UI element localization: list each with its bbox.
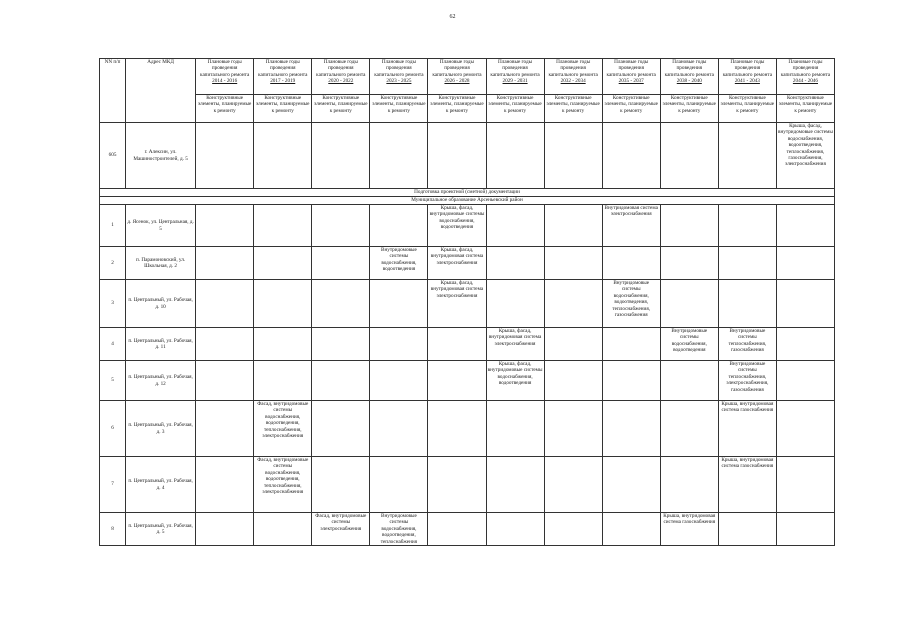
repair-cell [660, 457, 718, 513]
period-header-9 [718, 59, 776, 95]
row-address: п. Центральный, ул. Рабочая, д. 5 [126, 513, 196, 546]
repair-cell [312, 361, 370, 401]
repair-cell: Фасад, внутридомовые системы электроснабжения [312, 513, 370, 546]
repair-cell [196, 513, 254, 546]
repair-cell [486, 280, 544, 328]
period-header-6 [544, 59, 602, 95]
repair-cell [486, 247, 544, 280]
repair-cell: Внутридомовые системы водоснабжения, водоотведения [370, 247, 428, 280]
elements-header-0: Конструктивные элементы, планируемые к ремонту [196, 95, 254, 123]
period-years: 2026 - 2028 [444, 78, 470, 85]
period-heading-text: Плановые годы проведения капитального ремонта [722, 59, 773, 78]
repair-cell: Фасад, внутридомовые системы водоснабжения, водоотведения, теплоснабжения, электроснабжения [254, 457, 312, 513]
repair-cell [486, 205, 544, 247]
repair-cell [544, 513, 602, 546]
period-header-3 [370, 59, 428, 95]
table-row [100, 280, 835, 328]
repair-cell [370, 123, 428, 189]
repair-cell [254, 513, 312, 546]
row-address: п. Центральный, ул. Рабочая, д. 11 [126, 328, 196, 361]
period-header-2 [312, 59, 370, 95]
period-years: 2020 - 2022 [328, 78, 354, 85]
repair-cell [544, 123, 602, 189]
elements-header-6: Конструктивные элементы, планируемые к ремонту [544, 95, 602, 123]
repair-cell [370, 205, 428, 247]
period-heading-text: Плановые годы проведения капитального ремонта [258, 59, 308, 78]
repair-cell [776, 513, 834, 546]
col-num-header: NN п/п [100, 59, 126, 123]
repair-cell [544, 457, 602, 513]
col-address-header: Адрес МКД [126, 59, 196, 123]
elements-header-3: Конструктивные элементы, планируемые к ремонту [370, 95, 428, 123]
row-number: 5 [100, 361, 126, 401]
repair-cell [544, 280, 602, 328]
repair-cell: Крыша, внутридомовая система газоснабжения [718, 457, 776, 513]
row-address: п. Центральный, ул. Рабочая, д. 4 [126, 457, 196, 513]
repair-cell [776, 401, 834, 457]
period-header-1 [254, 59, 312, 95]
period-heading-text: Плановые годы проведения капитального ремонта [374, 59, 424, 78]
repair-cell [428, 457, 486, 513]
repair-cell: Крыша, внутридомовая система газоснабжения [660, 513, 718, 546]
elements-header-5: Конструктивные элементы, планируемые к ремонту [486, 95, 544, 123]
repair-cell [312, 280, 370, 328]
repair-cell [486, 513, 544, 546]
repair-cell [602, 361, 660, 401]
repair-cell [312, 401, 370, 457]
elements-header-9: Конструктивные элементы, планируемые к ремонту [718, 95, 776, 123]
repair-cell [312, 247, 370, 280]
repair-cell [718, 205, 776, 247]
row-number: 4 [100, 328, 126, 361]
repair-cell: Фасад, внутридомовые системы водоснабжения, водоотведения, теплоснабжения, электроснабжения [254, 401, 312, 457]
period-years: 2032 - 2034 [560, 78, 586, 85]
page-number: 62 [449, 14, 456, 20]
row-address: п. Центральный, ул. Рабочая, д. 10 [126, 280, 196, 328]
repair-cell [370, 280, 428, 328]
period-years: 2041 - 2043 [734, 78, 760, 85]
row-address: п. Парамоновский, ул. Школьная, д. 2 [126, 247, 196, 280]
repair-cell [602, 123, 660, 189]
repair-cell [428, 328, 486, 361]
repair-cell [544, 328, 602, 361]
repair-cell [718, 247, 776, 280]
repair-cell [196, 328, 254, 361]
repair-cell [312, 205, 370, 247]
repair-cell [254, 123, 312, 189]
repair-cell: Внутридомовые системы водоснабжения, водоотведения, теплоснабжения, газоснабжения [602, 280, 660, 328]
row-number: 8 [100, 513, 126, 546]
repair-cell [428, 401, 486, 457]
repair-cell [660, 280, 718, 328]
table-row [100, 457, 835, 513]
period-years: 2029 - 2031 [502, 78, 528, 85]
row-number: 7 [100, 457, 126, 513]
repair-cell: Внутридомовые системы водоснабжения, водоотведения, теплоснабжения [370, 513, 428, 546]
repair-cell [776, 457, 834, 513]
repair-cell [776, 247, 834, 280]
repair-cell [428, 123, 486, 189]
repair-cell [776, 280, 834, 328]
period-heading-text: Плановые годы проведения капитального ремонта [200, 59, 250, 78]
period-heading-text: Плановые годы проведения капитального ремонта [548, 59, 598, 78]
row-number: 6 [100, 401, 126, 457]
period-header-0 [196, 59, 254, 95]
repair-cell [776, 205, 834, 247]
repair-cell: Крыша, фасад, внутридомовые системы водоснабжения, водоотведения [428, 205, 486, 247]
repair-cell [370, 401, 428, 457]
repair-cell [602, 457, 660, 513]
repair-cell [196, 123, 254, 189]
repair-cell [196, 205, 254, 247]
repair-cell [660, 401, 718, 457]
section-title: Подготовка проектной (сметной) документации [100, 189, 835, 197]
repair-cell: Внутридомовые системы теплоснабжения, газоснабжения [718, 328, 776, 361]
repair-cell [370, 457, 428, 513]
row-address: п. Центральный, ул. Рабочая, д. 12 [126, 361, 196, 401]
row-number: 605 [100, 123, 126, 189]
repair-cell [486, 123, 544, 189]
row-number: 3 [100, 280, 126, 328]
repair-cell [196, 457, 254, 513]
repair-cell [196, 401, 254, 457]
repair-cell: Крыша, внутридомовая система газоснабжения [718, 401, 776, 457]
repair-cell [254, 205, 312, 247]
repair-cell: Крыша, фасад, внутридомовая система электроснабжения [486, 328, 544, 361]
repair-cell [312, 457, 370, 513]
repair-cell [718, 280, 776, 328]
repair-cell [544, 401, 602, 457]
period-header-8 [660, 59, 718, 95]
repair-cell [544, 205, 602, 247]
table-row [100, 513, 835, 546]
repair-cell [428, 513, 486, 546]
repair-cell: Внутридомовые системы водоснабжения, водоотведения [660, 328, 718, 361]
table-row [100, 328, 835, 361]
repair-cell [312, 328, 370, 361]
repair-cell [776, 328, 834, 361]
elements-header-2: Конструктивные элементы, планируемые к ремонту [312, 95, 370, 123]
repair-cell [718, 123, 776, 189]
repair-cell [602, 247, 660, 280]
repair-cell [254, 247, 312, 280]
row-address: г. Алексин, ул. Машиностроителей, д. 5 [126, 123, 196, 189]
repair-schedule-table [99, 58, 835, 546]
period-years: 2038 - 2040 [676, 78, 702, 85]
period-heading-text: Плановые годы проведения капитального ремонта [490, 59, 540, 78]
repair-cell [660, 361, 718, 401]
elements-header-4: Конструктивные элементы, планируемые к ремонту [428, 95, 486, 123]
repair-cell [428, 361, 486, 401]
table-body [100, 123, 835, 546]
repair-cell [544, 247, 602, 280]
repair-cell [370, 328, 428, 361]
period-heading-text: Плановые годы проведения капитального ремонта [432, 59, 482, 78]
repair-cell: Крыша, фасад, внутридомовая система электроснабжения [428, 247, 486, 280]
repair-cell [486, 401, 544, 457]
repair-cell [312, 123, 370, 189]
period-header-10 [776, 59, 834, 95]
table-row [100, 401, 835, 457]
repair-cell [196, 247, 254, 280]
repair-cell [660, 205, 718, 247]
period-years: 2017 - 2019 [270, 78, 296, 85]
repair-cell [718, 513, 776, 546]
repair-cell [486, 457, 544, 513]
row-number: 1 [100, 205, 126, 247]
period-heading-text: Плановые годы проведения капитального ремонта [606, 59, 656, 78]
elements-header-10: Конструктивные элементы, планируемые к ремонту [776, 95, 834, 123]
municipality-title: Муниципальное образование Арсеньевский район [100, 197, 835, 205]
table-row [100, 361, 835, 401]
period-years: 2023 - 2025 [386, 78, 412, 85]
row-address: п. Центральный, ул. Рабочая, д. 3 [126, 401, 196, 457]
repair-cell [602, 513, 660, 546]
repair-cell [602, 328, 660, 361]
period-header-7 [602, 59, 660, 95]
repair-cell: Внутридомовые системы теплоснабжения, электроснабжения, газоснабжения [718, 361, 776, 401]
repair-cell [544, 361, 602, 401]
period-heading-text: Плановые годы проведения капитального ремонта [664, 59, 714, 78]
repair-cell [254, 280, 312, 328]
period-header-5 [486, 59, 544, 95]
row-address: д. Ясенок, ул. Центральная, д. 5 [126, 205, 196, 247]
repair-cell: Крыша, фасад, внутридомовая система электроснабжения [428, 280, 486, 328]
elements-header-8: Конструктивные элементы, планируемые к ремонту [660, 95, 718, 123]
repair-cell [254, 328, 312, 361]
row-number: 2 [100, 247, 126, 280]
period-years: 2035 - 2037 [618, 78, 644, 85]
table-row [100, 205, 835, 247]
elements-header-7: Конструктивные элементы, планируемые к ремонту [602, 95, 660, 123]
elements-header-1: Конструктивные элементы, планируемые к ремонту [254, 95, 312, 123]
repair-cell: Крыша, фасад, внутридомовые системы водоснабжения, водоотведения [486, 361, 544, 401]
repair-cell [602, 401, 660, 457]
repair-cell: Внутридомовая система электроснабжения [602, 205, 660, 247]
period-heading-text: Плановые годы проведения капитального ремонта [316, 59, 366, 78]
repair-cell [254, 361, 312, 401]
period-header-4 [428, 59, 486, 95]
period-years: 2014 - 2016 [212, 78, 238, 85]
repair-cell: Крыша, фасад, внутридомовые системы водоснабжения, водоотведения, теплоснабжения, газоснабжения, электроснабжения [776, 123, 834, 189]
repair-cell [370, 361, 428, 401]
table-row [100, 123, 835, 189]
period-years: 2044 - 2046 [792, 78, 818, 85]
repair-cell [660, 247, 718, 280]
period-heading-text: Плановые годы проведения капитального ремонта [780, 59, 831, 78]
repair-cell [196, 361, 254, 401]
repair-cell [776, 361, 834, 401]
repair-cell [196, 280, 254, 328]
repair-cell [660, 123, 718, 189]
table-row [100, 247, 835, 280]
